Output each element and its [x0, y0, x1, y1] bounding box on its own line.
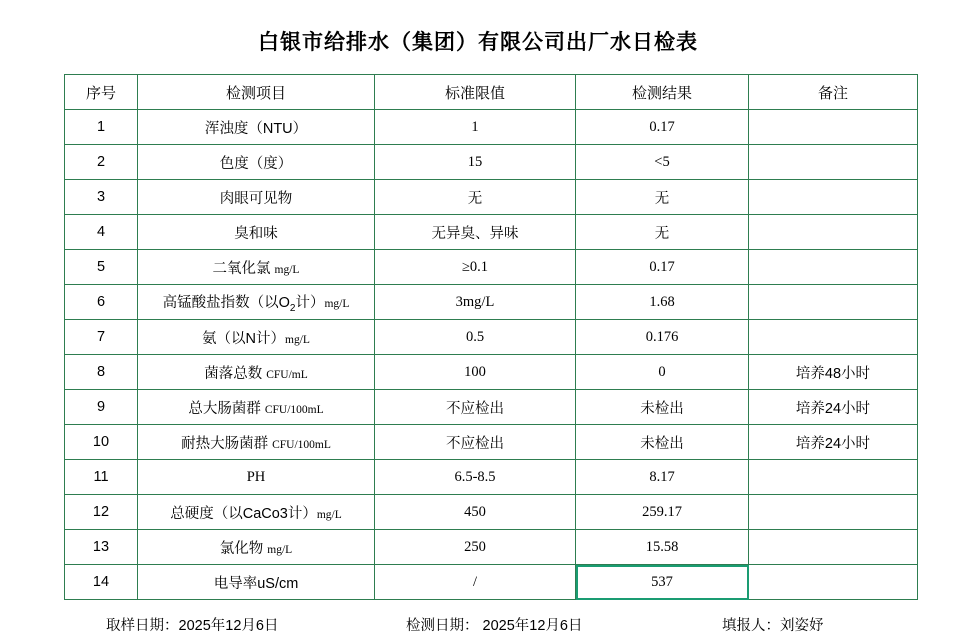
cell-no: 8 [65, 355, 138, 390]
cell-std: 无异臭、异味 [375, 215, 576, 250]
cell-remark [749, 250, 918, 285]
reporter-label: 填报人：刘姿妤 [722, 618, 824, 634]
cell-item: PH [138, 460, 375, 495]
cell-remark [749, 530, 918, 565]
cell-no: 11 [65, 460, 138, 495]
cell-remark [749, 215, 918, 250]
cell-item: 氯化物 mg/L [138, 530, 375, 565]
header-cell-std: 标准限值 [375, 75, 576, 110]
cell-no: 1 [65, 110, 138, 145]
cell-result: 未检出 [576, 425, 749, 460]
cell-result: <5 [576, 145, 749, 180]
cell-remark [749, 495, 918, 530]
cell-no: 5 [65, 250, 138, 285]
sample-date-label: 取样日期：2025年12月6日 [106, 618, 279, 634]
cell-item: 氨（以N计）mg/L [138, 320, 375, 355]
cell-std: / [375, 565, 576, 600]
table-row [65, 285, 918, 320]
cell-no: 12 [65, 495, 138, 530]
cell-remark [749, 565, 918, 600]
table-header-row [65, 75, 918, 110]
table-row [65, 495, 918, 530]
cell-result: 259.17 [576, 495, 749, 530]
cell-remark: 培养48小时 [749, 355, 918, 390]
page-title: 白银市给排水（集团）有限公司出厂水日检表 [258, 31, 698, 54]
cell-no: 9 [65, 390, 138, 425]
cell-std: ≥0.1 [375, 250, 576, 285]
cell-item: 臭和味 [138, 215, 375, 250]
cell-std: 6.5-8.5 [375, 460, 576, 495]
cell-std: 无 [375, 180, 576, 215]
cell-no: 3 [65, 180, 138, 215]
cell-item: 耐热大肠菌群 CFU/100mL [138, 425, 375, 460]
cell-item: 肉眼可见物 [138, 180, 375, 215]
cell-no: 6 [65, 285, 138, 320]
table-row [65, 460, 918, 495]
cell-no: 10 [65, 425, 138, 460]
table-row [65, 250, 918, 285]
header-cell-no: 序号 [65, 75, 138, 110]
cell-item: 浑浊度（NTU） [138, 110, 375, 145]
cell-result-selected[interactable]: 537 [576, 565, 749, 600]
water-quality-table [64, 74, 918, 600]
cell-remark [749, 145, 918, 180]
cell-item: 总大肠菌群 CFU/100mL [138, 390, 375, 425]
cell-item: 菌落总数 CFU/mL [138, 355, 375, 390]
cell-remark [749, 110, 918, 145]
cell-result: 0 [576, 355, 749, 390]
table-row [65, 320, 918, 355]
cell-std: 250 [375, 530, 576, 565]
cell-result: 8.17 [576, 460, 749, 495]
header-cell-item: 检测项目 [138, 75, 375, 110]
cell-std: 3mg/L [375, 285, 576, 320]
table-row [65, 355, 918, 390]
cell-result: 1.68 [576, 285, 749, 320]
cell-no: 14 [65, 565, 138, 600]
report-table-container [0, 74, 956, 600]
table-row [65, 145, 918, 180]
cell-std: 450 [375, 495, 576, 530]
table-row [65, 390, 918, 425]
header-cell-remark: 备注 [749, 75, 918, 110]
cell-std: 0.5 [375, 320, 576, 355]
cell-item: 二氧化氯 mg/L [138, 250, 375, 285]
cell-no: 4 [65, 215, 138, 250]
cell-remark: 培养24小时 [749, 390, 918, 425]
cell-remark [749, 460, 918, 495]
cell-item-text: 高锰酸盐指数（以$O_2$计） [162, 294, 325, 314]
cell-std: 100 [375, 355, 576, 390]
header-cell-result: 检测结果 [576, 75, 749, 110]
cell-result: 0.17 [576, 250, 749, 285]
table-row [65, 565, 918, 600]
cell-result: 0.17 [576, 110, 749, 145]
table-row [65, 530, 918, 565]
cell-no: 7 [65, 320, 138, 355]
cell-remark [749, 180, 918, 215]
cell-item: 色度（度） [138, 145, 375, 180]
cell-item: 总硬度（以CaCo3计）mg/L [138, 495, 375, 530]
cell-result: 未检出 [576, 390, 749, 425]
table-row [65, 215, 918, 250]
cell-std: 不应检出 [375, 425, 576, 460]
cell-item: 电导率uS/cm [138, 565, 375, 600]
table-row [65, 110, 918, 145]
cell-remark [749, 285, 918, 320]
cell-no: 2 [65, 145, 138, 180]
cell-item: 高锰酸盐指数（以$O_2$计）mg/L [138, 285, 375, 320]
cell-std: 1 [375, 110, 576, 145]
cell-result: 0.176 [576, 320, 749, 355]
table-row [65, 180, 918, 215]
footer-row [0, 614, 956, 635]
cell-result: 15.58 [576, 530, 749, 565]
cell-no: 13 [65, 530, 138, 565]
cell-remark [749, 320, 918, 355]
cell-std: 不应检出 [375, 390, 576, 425]
table-row [65, 425, 918, 460]
cell-result: 无 [576, 180, 749, 215]
test-date-label: 检测日期： 2025年12月6日 [406, 618, 583, 634]
cell-remark: 培养24小时 [749, 425, 918, 460]
cell-result: 无 [576, 215, 749, 250]
cell-std: 15 [375, 145, 576, 180]
